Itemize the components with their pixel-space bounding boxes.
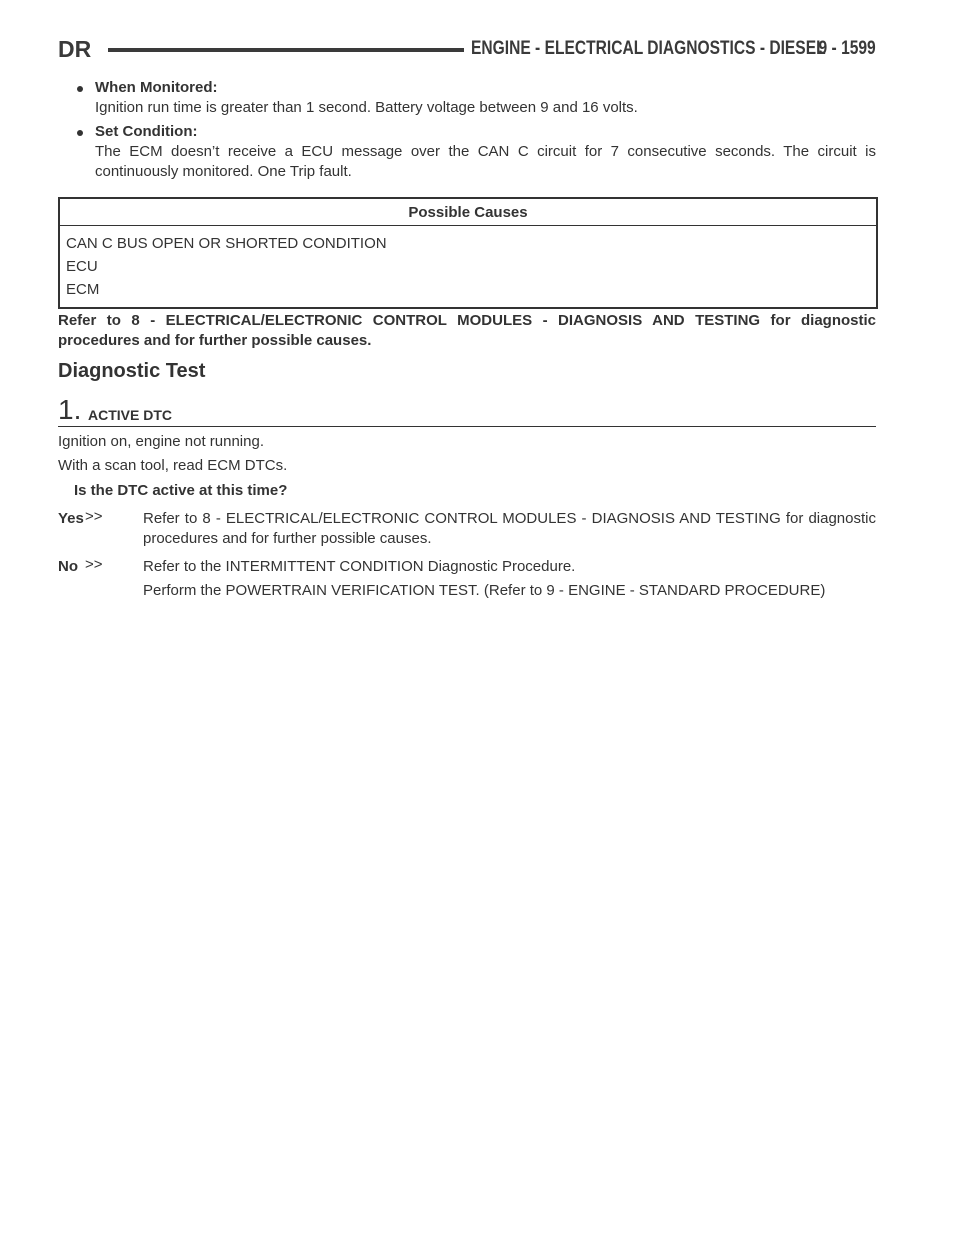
answer-no bbox=[58, 557, 876, 605]
cause-item: ECU bbox=[66, 258, 98, 275]
page-header bbox=[58, 36, 876, 66]
answer-body bbox=[143, 557, 876, 601]
answer-arrow: >> bbox=[85, 508, 103, 525]
refer-note: Refer to 8 - ELECTRICAL/ELECTRONIC CONTROL MODULES - DIAGNOSIS AND TESTING for diagnostic procedures and for further possible causes. bbox=[58, 312, 876, 349]
answer-line: Refer to 8 - ELECTRICAL/ELECTRONIC CONTROL MODULES - DIAGNOSIS AND TESTING for diagnostic procedures and for further possible causes. bbox=[143, 510, 876, 547]
header-rule bbox=[108, 48, 464, 52]
answer-yes bbox=[58, 509, 876, 553]
answer-body bbox=[143, 509, 876, 549]
test-question: Is the DTC active at this time? bbox=[74, 482, 288, 499]
instruction-line: With a scan tool, read ECM DTCs. bbox=[58, 457, 288, 474]
cause-item: ECM bbox=[66, 281, 100, 298]
possible-causes-table bbox=[58, 197, 878, 309]
section-title: Diagnostic Test bbox=[58, 360, 206, 382]
condition-set-condition bbox=[58, 122, 876, 182]
answer-line: Refer to the INTERMITTENT CONDITION Diagnostic Procedure. bbox=[143, 558, 576, 575]
header-model-code: DR bbox=[58, 36, 92, 62]
bullet-icon bbox=[77, 86, 83, 92]
possible-causes-list bbox=[60, 226, 876, 307]
answer-label: Yes bbox=[58, 510, 84, 527]
header-page-number: 9 - 1599 bbox=[818, 38, 876, 59]
answer-line: Perform the POWERTRAIN VERIFICATION TEST. (Refer to 9 - ENGINE - STANDARD PROCEDURE) bbox=[143, 582, 826, 599]
condition-text: Ignition run time is greater than 1 second. Battery voltage between 9 and 16 volts. bbox=[95, 99, 638, 116]
possible-causes-heading: Possible Causes bbox=[60, 199, 876, 226]
condition-when-monitored bbox=[58, 78, 876, 118]
step-header bbox=[58, 394, 876, 427]
header-title: ENGINE - ELECTRICAL DIAGNOSTICS - DIESEL bbox=[471, 38, 826, 59]
condition-label: Set Condition: bbox=[95, 123, 198, 140]
answer-arrow: >> bbox=[85, 556, 103, 573]
condition-text: The ECM doesn’t receive a ECU message over the CAN C circuit for 7 consecutive seconds. The circuit is continuously monitored. One Trip fault. bbox=[95, 143, 876, 180]
bullet-icon bbox=[77, 130, 83, 136]
cause-item: CAN C BUS OPEN OR SHORTED CONDITION bbox=[66, 235, 387, 252]
step-number: 1. bbox=[58, 394, 82, 425]
answer-label: No bbox=[58, 558, 78, 575]
step-title: ACTIVE DTC bbox=[88, 407, 172, 423]
condition-label: When Monitored: bbox=[95, 79, 218, 96]
condition-list bbox=[58, 78, 876, 186]
instruction-line: Ignition on, engine not running. bbox=[58, 433, 264, 450]
